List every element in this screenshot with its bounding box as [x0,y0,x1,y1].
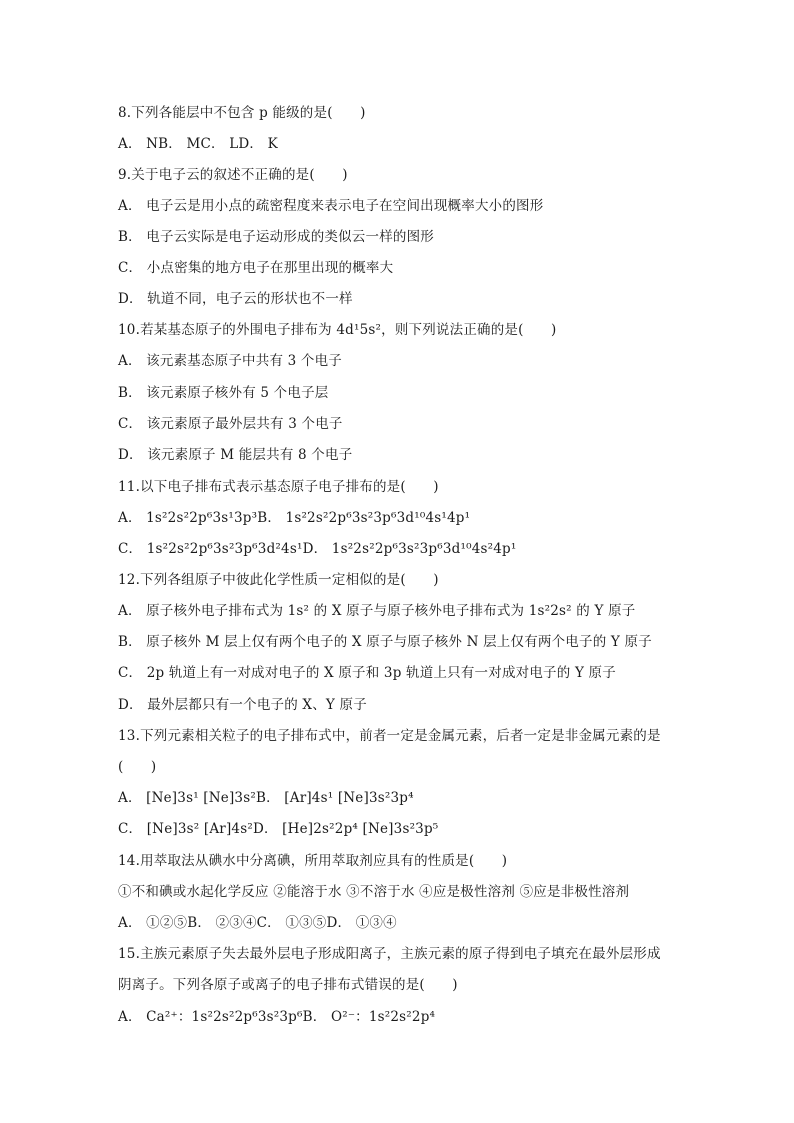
question-13-options-cd: C． [Ne]3s² [Ar]4s²D． [He]2s²2p⁴ [Ne]3s²3p⁵ [118,821,439,837]
question-12-option-b: B． 原子核外 M 层上仅有两个电子的 X 原子与原子核外 N 层上仅有两个电子的 Y 原子 [118,634,652,650]
question-14-properties: ①不和碘或水起化学反应 ②能溶于水 ③不溶于水 ④应是极性溶剂 ⑤应是非极性溶剂 [118,884,630,900]
question-11-options-ab: A． 1s²2s²2p⁶3s¹3p³B． 1s²2s²2p⁶3s²3p⁶3d¹⁰4s¹4p¹ [118,510,471,526]
question-13-stem: 13.下列元素相关粒子的电子排布式中，前者一定是金属元素，后者一定是非金属元素的是 [118,728,661,744]
question-11-options-cd: C． 1s²2s²2p⁶3s²3p⁶3d²4s¹D． 1s²2s²2p⁶3s²3p⁶3d¹⁰4s²4p¹ [118,541,517,557]
question-9-option-a: A． 电子云是用小点的疏密程度来表示电子在空间出现概率大小的图形 [118,198,544,214]
question-12-stem: 12.下列各组原子中彼此化学性质一定相似的是( ) [118,572,439,588]
question-10-option-c: C． 该元素原子最外层共有 3 个电子 [118,416,343,432]
question-11-stem: 11.以下电子排布式表示基态原子电子排布的是( ) [118,479,439,495]
question-13-options-ab: A． [Ne]3s¹ [Ne]3s²B． [Ar]4s¹ [Ne]3s²3p⁴ [118,790,414,806]
question-13-stem-cont: ( ) [118,759,157,775]
question-10-option-d: D． 该元素原子 M 能层共有 8 个电子 [118,447,353,463]
question-8-options: A． NB． MC． LD． K [118,136,278,152]
question-9-option-d: D． 轨道不同，电子云的形状也不一样 [118,291,353,307]
question-12-option-c: C． 2p 轨道上有一对成对电子的 X 原子和 3p 轨道上只有一对成对电子的 Y 原子 [118,665,616,681]
question-14-options: A． ①②⑤B． ②③④C． ①③⑤D． ①③④ [118,915,397,931]
question-9-option-c: C． 小点密集的地方电子在那里出现的概率大 [118,260,394,276]
question-12-option-a: A． 原子核外电子排布式为 1s² 的 X 原子与原子核外电子排布式为 1s²2s² 的 Y 原子 [118,603,636,619]
question-15-options-ab: A． Ca²⁺：1s²2s²2p⁶3s²3p⁶B． O²⁻：1s²2s²2p⁴ [118,1009,436,1025]
question-10-option-a: A． 该元素基态原子中共有 3 个电子 [118,353,343,369]
question-8-stem: 8.下列各能层中不包含 p 能级的是( ) [118,105,366,121]
question-15-stem-cont: 阴离子。下列各原子或离子的电子排布式错误的是( ) [118,977,458,993]
question-9-option-b: B． 电子云实际是电子运动形成的类似云一样的图形 [118,229,435,245]
question-10-option-b: B． 该元素原子核外有 5 个电子层 [118,385,329,401]
question-14-stem: 14.用萃取法从碘水中分离碘，所用萃取剂应具有的性质是( ) [118,853,508,869]
question-12-option-d: D． 最外层都只有一个电子的 X、Y 原子 [118,697,367,713]
question-15-stem: 15.主族元素原子失去最外层电子形成阳离子，主族元素的原子得到电子填充在最外层形成 [118,946,661,962]
question-9-stem: 9.关于电子云的叙述不正确的是( ) [118,167,348,183]
question-10-stem: 10.若某基态原子的外围电子排布为 4d¹5s²，则下列说法正确的是( ) [118,322,557,338]
